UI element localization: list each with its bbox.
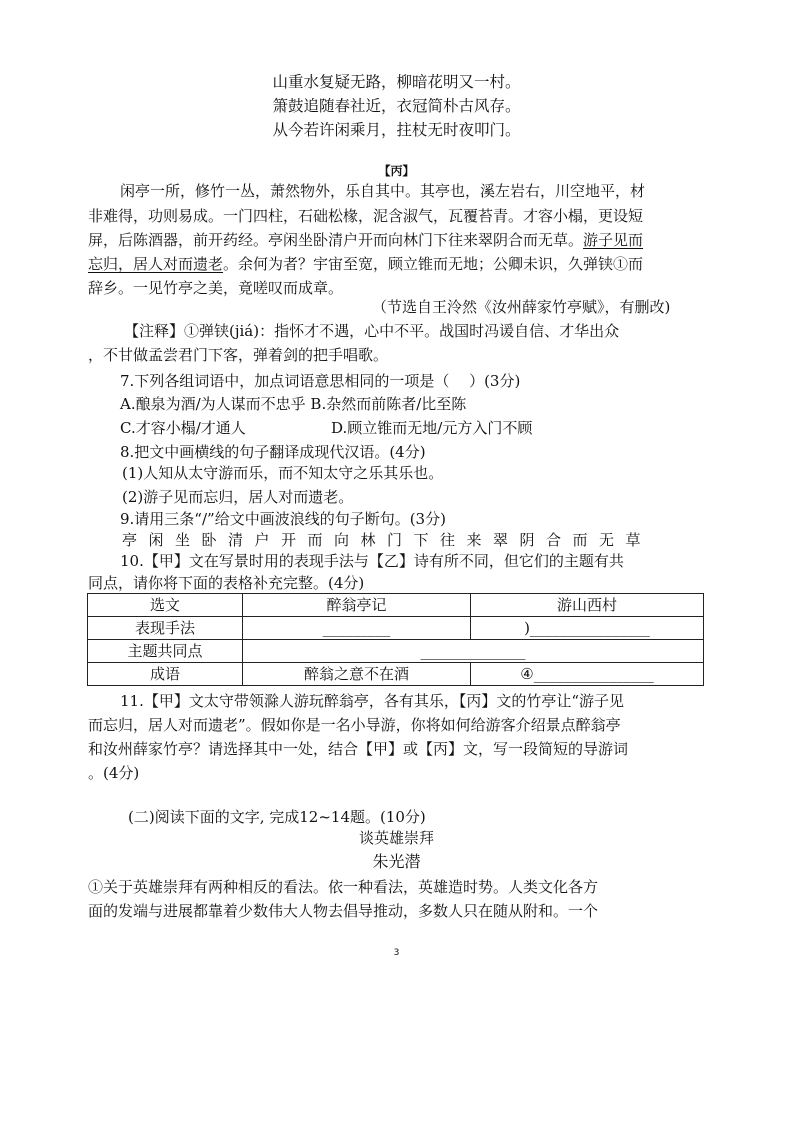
bing-line-1: 闲亭一所，修竹一丛，萧然物外，乐自其中。其亭也，溪左岩右，川空地平，材 [120, 182, 646, 200]
question-10-line-1: 10.【甲】文在写景时用的表现手法与【乙】诗有所不同，但它们的主题有共 [120, 552, 624, 570]
answer-blank: ______________ [243, 640, 704, 663]
article-author: 朱光潜 [372, 852, 421, 871]
question-9-sentence: 亭闲坐卧清户开而向林门下往来翠阴合而无草 [122, 531, 653, 549]
bing-line-2: 非难得，功则易成。一门四柱，石础松椽，泥含淑气，瓦覆苔青。才容小榻，更设短 [88, 207, 644, 225]
underlined-sentence-part-1: 游子见而 [583, 231, 644, 249]
article-para-1-line-1: ①关于英雄崇拜有两种相反的看法。依一种看法，英雄造时势。人类文化各方 [88, 878, 599, 896]
passage-bing-label: 【丙】 [378, 164, 415, 178]
table-row [88, 640, 704, 663]
bing-line-3-text: 屏，后陈酒器，前开药经。亭闲坐卧清户开而向林门下往来翠阴合而无草。 [88, 231, 584, 249]
question-7-options-ab: A.酿泉为酒/为人谋而不忠乎 B.杂然而前陈者/比至陈 [120, 395, 467, 413]
question-8-part-1: (1)人知从太守游而乐，而不知太守之乐其乐也。 [122, 464, 444, 482]
table-header-cell: 游山西村 [471, 594, 704, 617]
answer-blank: ④________________ [471, 663, 704, 686]
section-2-intro: (二)阅读下面的文字, 完成12~14题。(10分) [128, 808, 426, 826]
table-row [88, 617, 704, 640]
answer-blank: )________________ [471, 617, 704, 640]
note-line-1: 【注释】①弹铗(jiá)：指怀才不遇，心中不平。战国时冯谖自信、才华出众 [124, 322, 620, 340]
question-9: 9.请用三条“/”给文中画波浪线的句子断句。(3分) [120, 510, 446, 528]
note-line-2: ，不甘做孟尝君门下客，弹着剑的把手唱歌。 [88, 346, 389, 364]
answer-blank: _________ [243, 617, 471, 640]
poem-line-1: 山重水复疑无路，柳暗花明又一村。 [272, 73, 521, 91]
table-row [88, 663, 704, 686]
article-para-1-line-2: 面的发端与进展都靠着少数伟大人物去倡导推动，多数人只在随从附和。一个 [88, 902, 599, 920]
question-8-part-2: (2)游子见而忘归，居人对而遗老。 [122, 488, 354, 506]
bing-source: （节选自王泠然《汝州薛家竹亭赋》，有删改) [372, 298, 671, 316]
table-cell: 主题共同点 [88, 640, 243, 663]
table-cell: 醉翁之意不在酒 [243, 663, 471, 686]
comparison-table [87, 593, 704, 686]
question-8: 8.把文中画横线的句子翻译成现代汉语。(4分) [120, 443, 426, 461]
bing-line-3 [88, 229, 643, 251]
poem-line-2: 箫鼓追随春社近，衣冠简朴古风存。 [272, 97, 521, 115]
table-cell: 成语 [88, 663, 243, 686]
question-7-option-d: D.顾立锥而无地/元方入门不顾 [331, 419, 533, 437]
question-11-line-3: 和汝州薛家竹亭？请选择其中一处，结合【甲】或【丙】文，写一段简短的导游词 [88, 740, 629, 758]
page-number: 3 [393, 948, 400, 958]
poem-line-3: 从今若许闲乘月，拄杖无时夜叩门。 [272, 121, 521, 139]
question-11-line-4: 。(4分) [88, 764, 140, 782]
bing-line-4 [88, 253, 643, 275]
question-11-line-2: 而忘归，居人对而遗老”。假如你是一名小导游，你将如何给游客介绍景点醉翁亭 [88, 716, 621, 734]
question-10-line-2: 同点，请你将下面的表格补充完整。(4分) [88, 574, 365, 592]
underlined-sentence-part-2: 忘归，居人对而遗老 [88, 255, 224, 273]
question-7: 7.下列各组词语中，加点词语意思相同的一项是（ ）(3分) [120, 372, 521, 390]
article-title: 谈英雄崇拜 [358, 829, 434, 847]
table-cell: 表现手法 [88, 617, 243, 640]
table-header-cell: 醉翁亭记 [243, 594, 471, 617]
question-11-line-1: 11.【甲】文太守带领滁人游玩醉翁亭，各有其乐，【丙】文的竹亭让“游子见 [120, 692, 625, 710]
bing-line-4-rest: 。余何为者？宇宙至宽，顾立锥而无地；公卿未识，久弹铗①而 [223, 255, 644, 273]
table-row [88, 594, 704, 617]
bing-line-5: 辞乡。一见竹亭之美，竟嗟叹而成章。 [88, 279, 344, 297]
table-header-cell: 选文 [88, 594, 243, 617]
question-7-option-c: C.才容小榻/才通人 [120, 419, 246, 437]
